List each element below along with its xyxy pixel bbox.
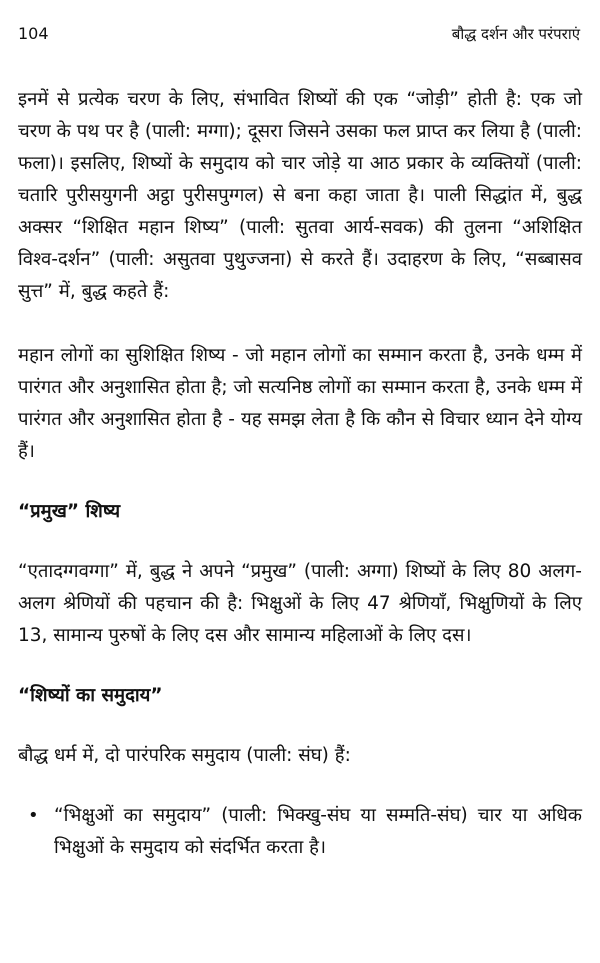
section-heading-chief-disciples: “प्रमुख” शिष्य <box>18 501 121 522</box>
section-heading-community: “शिष्यों का समुदाय” <box>18 685 163 706</box>
page-body <box>18 84 582 864</box>
paragraph-etadaggavagga: “एतादग्गवग्गा” में, बुद्ध ने अपने “प्रमुख” (पाली: अग्गा) शिष्यों के लिए 80 अलग-अलग श्रेणियों की पहचान की है: भिक्षुओं के लिए 47 श्रेणियाँ, भिक्षुणियों के लिए 13, सामान्य पुरुषों के लिए दस और सामान्य महिलाओं के लिए दस। <box>18 561 582 646</box>
paragraph-disciples-pairs: इनमें से प्रत्येक चरण के लिए, संभावित शिष्यों की एक “जोड़ी” होती है: एक जो चरण के पथ पर है (पाली: मग्गा); दूसरा जिसने उसका फल प्राप्त कर लिया है (पाली: फला)। इसलिए, शिष्यों के समुदाय को चार जोड़े या आठ प्रकार के व्यक्तियों (पाली: चतारि पुरीसयुगनी अट्ठा पुरीसपुग्गल) से बना कहा जाता है। पाली सिद्धांत में, बुद्ध अक्सर “शिक्षित महान शिष्य” (पाली: सुतवा आर्य-सवक) की तुलना “अशिक्षित विश्व-दर्शन” (पाली: असुतवा पुथुज्जना) से करते हैं। उदाहरण के लिए, “सब्बासव सुत्त” में, बुद्ध कहते हैं: <box>18 89 582 302</box>
bullet-icon: • <box>28 805 39 826</box>
page-header <box>18 24 580 48</box>
bullet-list <box>18 800 582 864</box>
list-item-text: “भिक्षुओं का समुदाय” (पाली: भिक्खु-संघ या सम्मति-संघ) चार या अधिक भिक्षुओं के समुदाय को संदर्भित करता है। <box>54 805 582 858</box>
paragraph-quote: महान लोगों का सुशिक्षित शिष्य - जो महान लोगों का सम्मान करता है, उनके धम्म में पारंगत और अनुशासित होता है; जो सत्यनिष्ठ लोगों का सम्मान करता है, उनके धम्म में पारंगत और अनुशासित होता है - यह समझ लेता है कि कौन से विचार ध्यान देने योग्य हैं। <box>18 345 582 462</box>
running-head: बौद्ध दर्शन और परंपराएं <box>451 25 580 43</box>
list-item <box>18 800 582 864</box>
page-number: 104 <box>18 24 49 43</box>
paragraph-two-communities: बौद्ध धर्म में, दो पारंपरिक समुदाय (पाली: संघ) हैं: <box>18 745 351 766</box>
